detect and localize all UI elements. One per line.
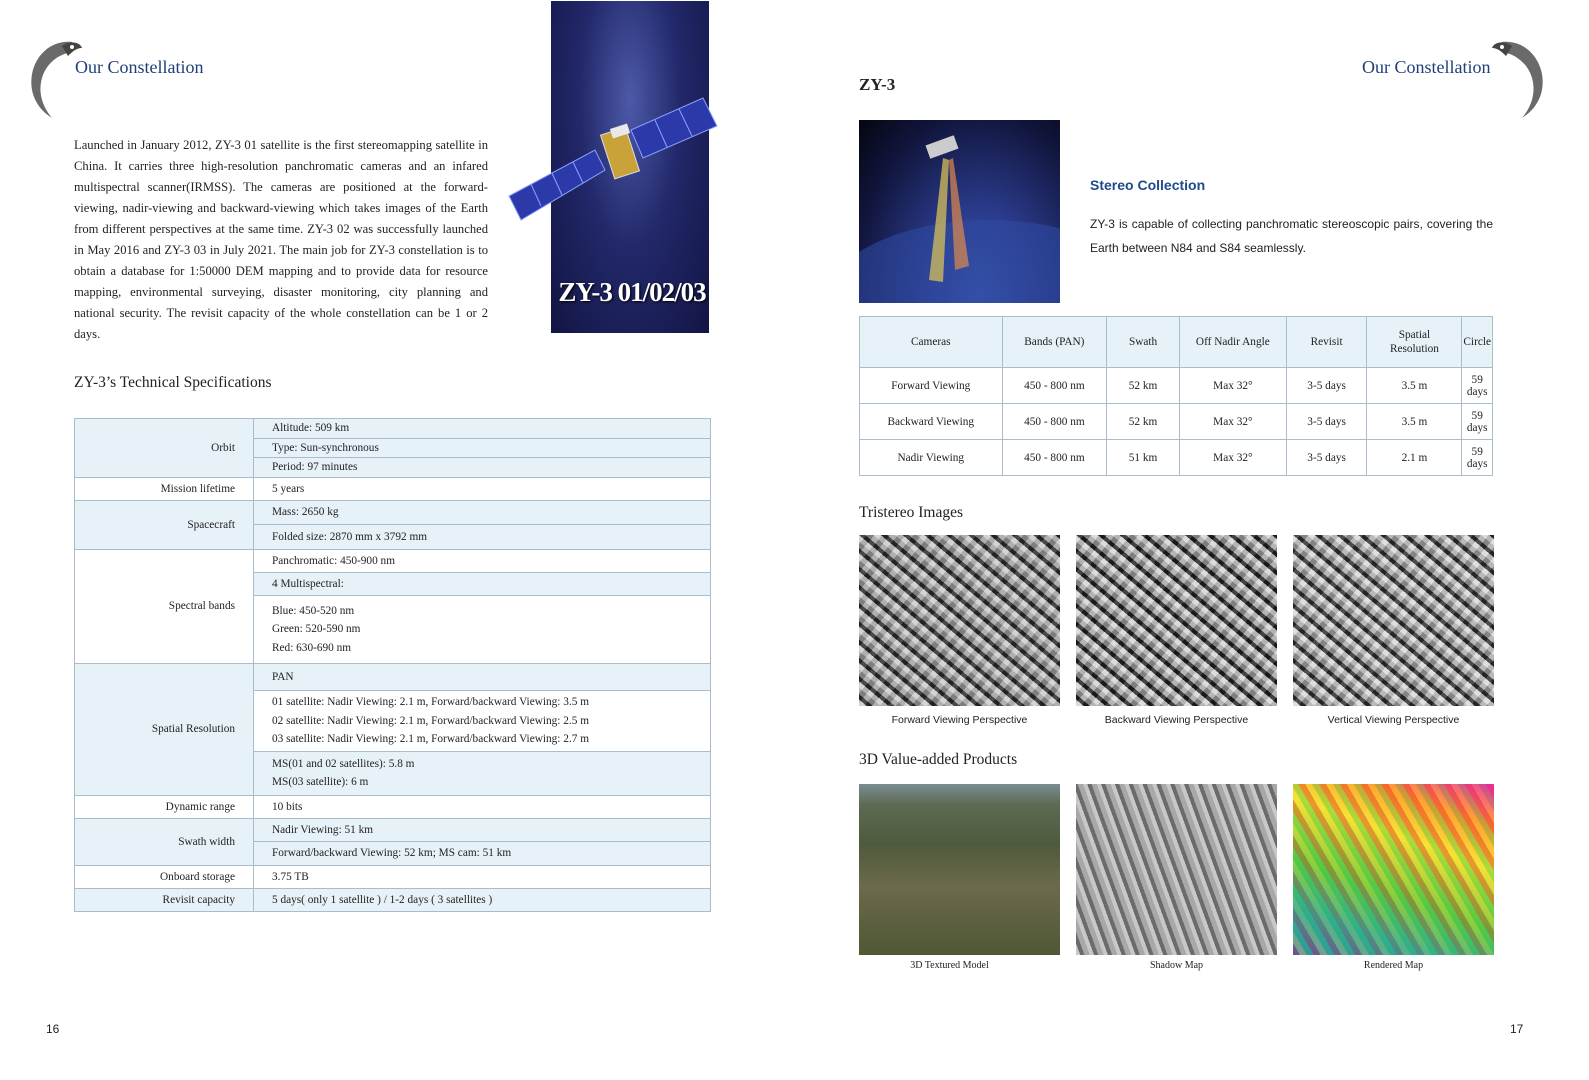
image-caption: 3D Textured Model (910, 960, 989, 971)
spec-value (254, 691, 711, 752)
page-number-right: 17 (1510, 1022, 1524, 1036)
table-header: Spatial Resolution (1367, 317, 1462, 368)
table-header: Off Nadir Angle (1179, 317, 1286, 368)
res-01: 01 satellite: Nadir Viewing: 2.1 m, Forward/backward Viewing: 3.5 m (272, 696, 589, 708)
table-cell: Max 32° (1179, 368, 1286, 404)
spec-key: Onboard storage (75, 865, 254, 888)
spec-value (254, 595, 711, 664)
spec-key: Mission lifetime (75, 477, 254, 500)
forward-view-image (859, 535, 1060, 706)
spec-value: 5 years (254, 477, 711, 500)
dragon-ornament-icon (1490, 36, 1552, 126)
shadow-map-image (1076, 784, 1277, 955)
spec-key: Dynamic range (75, 795, 254, 818)
table-cell: Max 32° (1179, 404, 1286, 440)
backward-view-image (1076, 535, 1277, 706)
spec-key: Spectral bands (75, 549, 254, 664)
table-header: Circle (1462, 317, 1493, 368)
table-cell: 59 days (1462, 404, 1493, 440)
image-caption: Forward Viewing Perspective (891, 714, 1028, 726)
vertical-view-image (1293, 535, 1494, 706)
table-row (860, 368, 1493, 404)
table-cell: 59 days (1462, 440, 1493, 476)
spec-key: Revisit capacity (75, 888, 254, 911)
table-cell: Backward Viewing (860, 404, 1003, 440)
zy3-title: ZY-3 (859, 75, 896, 94)
stereo-collection-title: Stereo Collection (1090, 177, 1206, 193)
res-02: 02 satellite: Nadir Viewing: 2.1 m, Forward/backward Viewing: 2.5 m (272, 714, 589, 727)
spec-value: Nadir Viewing: 51 km (254, 818, 711, 841)
table-cell: 3-5 days (1286, 368, 1367, 404)
spec-value: PAN (254, 664, 711, 691)
cameras-table (859, 316, 1493, 476)
table-cell: 3-5 days (1286, 440, 1367, 476)
spec-key: Swath width (75, 818, 254, 865)
cameras-header-row (860, 317, 1493, 368)
dragon-ornament-icon (22, 36, 84, 126)
stereo-collection-image (859, 120, 1060, 303)
table-cell: 51 km (1107, 440, 1180, 476)
spec-value: Panchromatic: 450-900 nm (254, 549, 711, 572)
table-header: Bands (PAN) (1002, 317, 1107, 368)
satellite-icon (507, 96, 719, 226)
technical-spec-table (74, 418, 711, 912)
band-red: Red: 630-690 nm (272, 641, 352, 654)
image-caption: Backward Viewing Perspective (1104, 714, 1249, 726)
tristereo-title: Tristereo Images (859, 504, 964, 521)
products-title: 3D Value-added Products (859, 751, 1018, 768)
table-header: Revisit (1286, 317, 1367, 368)
image-caption: Vertical Viewing Perspective (1327, 714, 1460, 726)
spec-value: 10 bits (254, 795, 711, 818)
intro-paragraph: Launched in January 2012, ZY-3 01 satellite is the first stereomapping satellite in China. It carries three high-resolution panchromatic cameras and an infared multispectral scanner(IRMSS). The cameras are positioned at the forward-viewing, nadir-viewing and backward-viewing which takes images of the Earth from different perspectives at the same time. ZY-3 02 was successfully launched in May 2016 and ZY-3 03 in July 2021. The main job for ZY-3 constellation is to obtain a database for 1:50000 DEM mapping and to provide data for resource mapping, environmental surveying, disaster monitoring, city planning and national security. The revisit capacity of the whole constellation can be 1 or 2 days. (74, 138, 488, 341)
textured-model-image (859, 784, 1060, 955)
image-caption: Rendered Map (1363, 960, 1424, 971)
table-row (860, 404, 1493, 440)
right-header-title: Our Constellation (1362, 57, 1491, 77)
table-row (860, 440, 1493, 476)
res-03: 03 satellite: Nadir Viewing: 2.1 m, Forward/backward Viewing: 2.7 m (272, 733, 589, 745)
page-number-left: 16 (46, 1022, 60, 1036)
table-header: Cameras (860, 317, 1003, 368)
table-cell: 3-5 days (1286, 404, 1367, 440)
image-caption: Shadow Map (1149, 960, 1204, 971)
satellite-beam-icon (859, 120, 1060, 303)
table-cell: 3.5 m (1367, 368, 1462, 404)
spec-key: Orbit (75, 419, 254, 478)
table-cell: 2.1 m (1367, 440, 1462, 476)
res-ms2: MS(03 satellite): 6 m (272, 776, 369, 788)
stereo-collection-text: ZY-3 is capable of collecting panchromatic stereoscopic pairs, covering the Earth between N84 and S84 seamlessly. (1090, 217, 1493, 255)
rendered-map-image (1293, 784, 1494, 955)
table-cell: 450 - 800 nm (1002, 440, 1107, 476)
spec-value: 4 Multispectral: (254, 572, 711, 595)
spec-value (254, 751, 711, 795)
spec-value: Forward/backward Viewing: 52 km; MS cam: 51 km (254, 841, 711, 865)
res-ms1: MS(01 and 02 satellites): 5.8 m (272, 757, 415, 770)
table-cell: 59 days (1462, 368, 1493, 404)
band-blue: Blue: 450-520 nm (272, 604, 355, 617)
table-header: Swath (1107, 317, 1180, 368)
spec-title: ZY-3’s Technical Specifications (74, 374, 272, 391)
spec-key: Spatial Resolution (75, 664, 254, 796)
spec-value: Folded size: 2870 mm x 3792 mm (254, 524, 711, 549)
table-cell: Nadir Viewing (860, 440, 1003, 476)
table-cell: 3.5 m (1367, 404, 1462, 440)
table-cell: 450 - 800 nm (1002, 404, 1107, 440)
table-cell: 52 km (1107, 404, 1180, 440)
spec-value: Period: 97 minutes (254, 458, 711, 478)
satellite-poster (551, 1, 709, 333)
spec-value: Type: Sun-synchronous (254, 438, 711, 458)
spec-key: Spacecraft (75, 500, 254, 549)
left-header-title: Our Constellation (75, 57, 204, 77)
spec-value: Altitude: 509 km (254, 419, 711, 439)
spec-value: 3.75 TB (254, 865, 711, 888)
band-green: Green: 520-590 nm (272, 623, 361, 635)
spec-value: 5 days( only 1 satellite ) / 1-2 days ( 3 satellites ) (254, 888, 711, 911)
poster-label: ZY-3 01/02/03 (558, 277, 706, 307)
spec-value: Mass: 2650 kg (254, 500, 711, 524)
table-cell: Max 32° (1179, 440, 1286, 476)
table-cell: 450 - 800 nm (1002, 368, 1107, 404)
table-cell: Forward Viewing (860, 368, 1003, 404)
table-cell: 52 km (1107, 368, 1180, 404)
